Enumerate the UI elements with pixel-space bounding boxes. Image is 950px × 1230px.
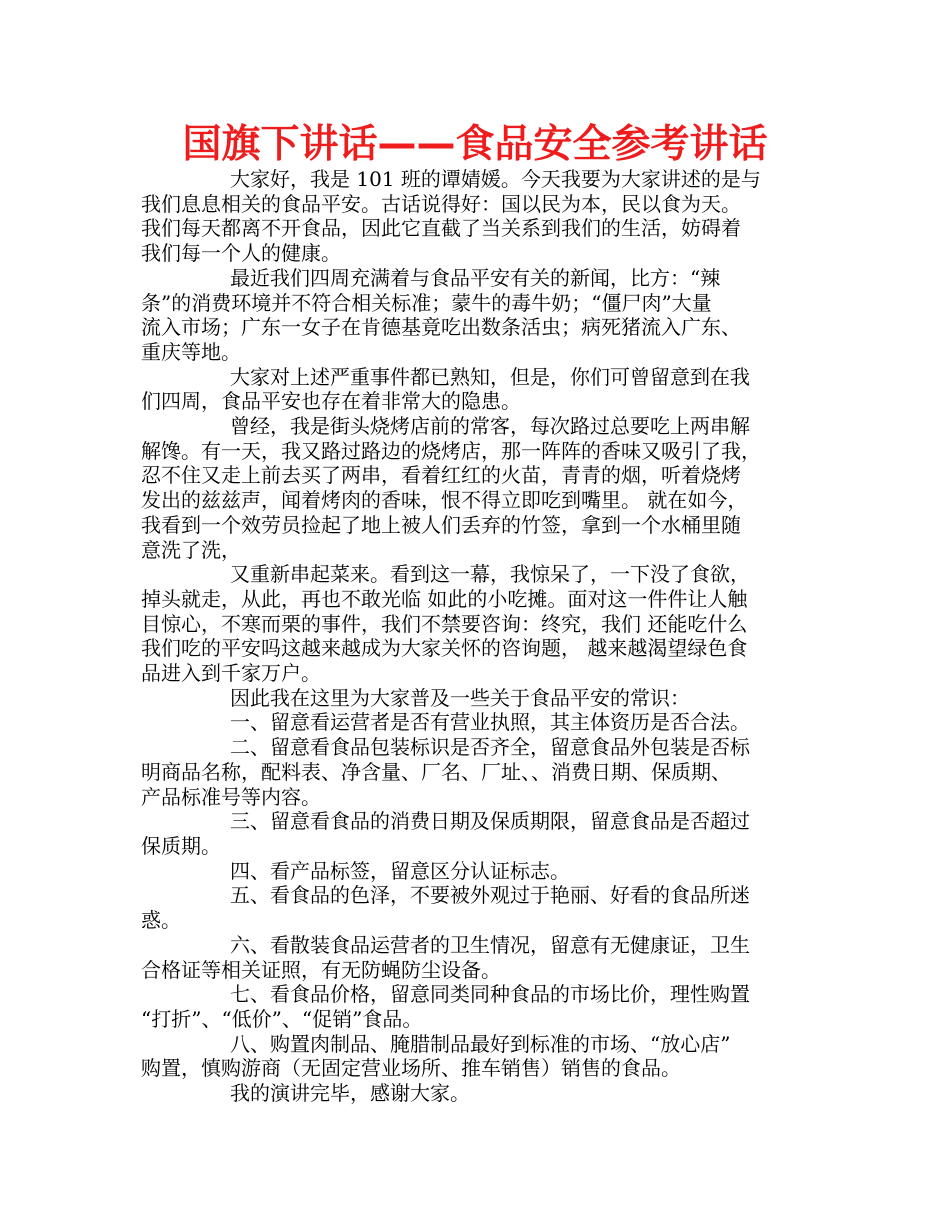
paragraph-line: 八、购置肉制品、腌腊制品最好到标准的市场、“放心店”: [230, 1031, 731, 1056]
paragraph-line: 六、看散装食品运营者的卫生情况，留意有无健康证，卫生: [230, 932, 750, 957]
paragraph-line: 们四周，食品平安也存在着非常大的隐患。: [141, 389, 521, 414]
paragraph: [141, 167, 813, 266]
paragraph-line: 品进入到千家万户。: [141, 661, 321, 686]
paragraph: [141, 809, 813, 858]
paragraph: [141, 859, 813, 884]
paragraph-line: 五、看食品的色泽，不要被外观过于艳丽、好看的食品所迷: [230, 883, 750, 908]
page-title: 国旗下讲话——食品安全参考讲话: [182, 122, 768, 167]
paragraph-line: 发出的兹兹声，闻着烤肉的香味，恨不得立即吃到嘴里。 就在如今，: [141, 488, 748, 513]
paragraph: [141, 266, 813, 365]
paragraph: [141, 883, 813, 932]
paragraph-line: 产品标准号等内容。: [141, 784, 321, 809]
paragraph-line: 条”的消费环境并不符合相关标准；蒙牛的毒牛奶；“僵尸肉”大量: [141, 290, 712, 315]
paragraph-line: 保质期。: [141, 833, 221, 858]
paragraph: [141, 686, 813, 711]
paragraph-line: 七、看食品价格，留意同类同种食品的市场比价，理性购置: [230, 982, 750, 1007]
paragraph-line: 我的演讲完毕，感谢大家。: [230, 1081, 470, 1106]
paragraph-line: 我看到一个效劳员捡起了地上被人们丢弃的竹签，拿到一个水桶里随: [141, 512, 741, 537]
paragraph-line: 大家对上述严重事件都已熟知，但是，你们可曾留意到在我: [230, 364, 750, 389]
paragraph: [141, 1032, 813, 1081]
paragraph-line: 我们息息相关的食品平安。古话说得好：国以民为本，民以食为天。: [141, 191, 741, 216]
paragraph-line: 因此我在这里为大家普及一些关于食品平安的常识：: [230, 685, 690, 710]
paragraph: [141, 414, 813, 562]
paragraph-line: 曾经，我是街头烧烤店前的常客，每次路过总要吃上两串解: [230, 414, 750, 439]
paragraph-line: 我们吃的平安吗这越来越成为大家关怀的咨询题， 越来越渴望绿色食: [141, 636, 748, 661]
paragraph-line: 明商品名称，配料表、净含量、厂名、厂址、、消费日期、保质期、: [141, 759, 731, 784]
paragraph: [141, 562, 813, 686]
paragraph-line: 合格证等相关证照，有无防蝇防尘设备。: [141, 957, 501, 982]
paragraph: [141, 710, 813, 735]
paragraph: [141, 735, 813, 809]
paragraph: [141, 982, 813, 1031]
paragraph-line: 目惊心，不寒而栗的事件，我们不禁要咨询：终究，我们 还能吃什么: [141, 611, 748, 636]
paragraph-line: 四、看产品标签，留意区分认证标志。: [230, 858, 570, 883]
paragraph-line: “打折”、“低价”、“促销”食品。: [141, 1006, 423, 1031]
paragraph-line: 掉头就走，从此，再也不敢光临 如此的小吃摊。面对这一件件让人触: [141, 586, 748, 611]
paragraph-line: 三、留意看食品的消费日期及保质期限，留意食品是否超过: [230, 809, 750, 834]
paragraph-line: 大家好，我是 101 班的谭婧媛。今天我要为大家讲述的是与: [230, 167, 761, 191]
paragraph: [141, 1081, 813, 1106]
paragraph-line: 重庆等地。: [141, 339, 241, 364]
paragraph: [141, 365, 813, 414]
paragraph-line: 意洗了洗，: [141, 537, 241, 562]
paragraph-line: 一、留意看运营者是否有营业执照，其主体资历是否合法。: [230, 710, 750, 735]
paragraph-line: 解馋。有一天，我又路过路边的烧烤店，那一阵阵的香味又吸引了我，: [141, 438, 761, 463]
paragraph: [141, 933, 813, 982]
paragraph-line: 我们每一个人的健康。: [141, 241, 341, 266]
paragraph-line: 忍不住又走上前去买了两串，看着红红的火苗，青青的烟，听着烧烤: [141, 463, 741, 488]
paragraph-line: 购置，慎购游商（无固定营业场所、推车销售）销售的食品。: [141, 1056, 681, 1081]
paragraph-line: 二、留意看食品包装标识是否齐全，留意食品外包装是否标: [230, 735, 750, 760]
paragraph-line: 惑。: [141, 908, 181, 933]
paragraph-line: 我们每天都离不开食品，因此它直截了当关系到我们的生活，妨碍着: [141, 216, 741, 241]
paragraph-line: 流入市场；广东一女子在肯德基竟吃出数条活虫；病死猪流入广东、: [141, 315, 741, 340]
paragraph-line: 又重新串起菜来。看到这一幕，我惊呆了，一下没了食欲，: [230, 562, 750, 587]
document-body: [141, 167, 813, 1106]
paragraph-line: 最近我们四周充满着与食品平安有关的新闻，比方：“辣: [230, 265, 721, 290]
